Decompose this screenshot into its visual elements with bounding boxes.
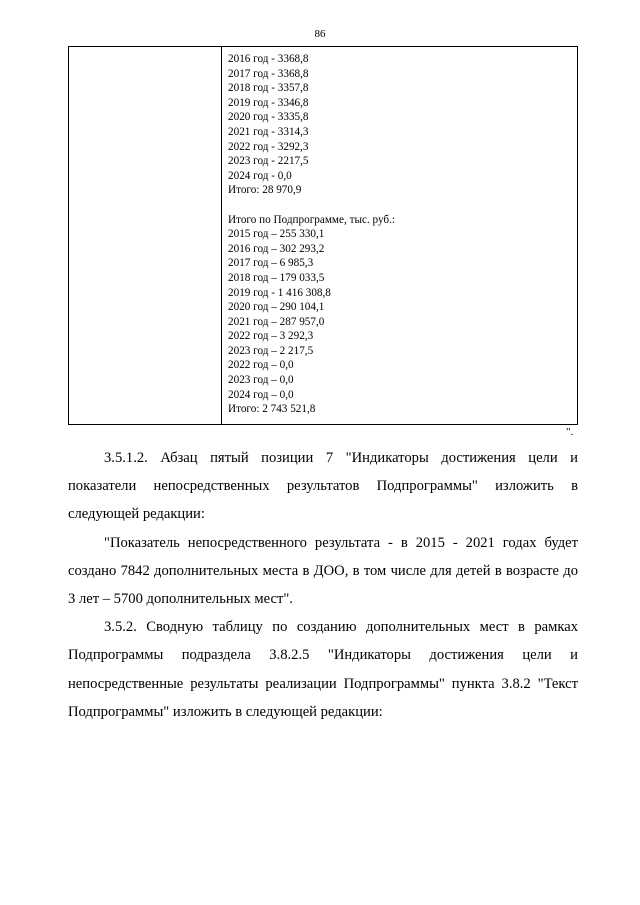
table-line: 2018 год - 3357,8 — [228, 82, 309, 95]
table-line: 2016 год - 3368,8 — [228, 53, 309, 65]
table-group-yearly-funding — [228, 52, 577, 198]
table-line: 2020 год – 290 104,1 — [228, 301, 325, 314]
table-group-subprogram-total — [228, 213, 577, 417]
table-line: 2023 год – 0,0 — [228, 374, 294, 387]
body-text — [68, 444, 578, 726]
table-line: 2022 год - 3292,3 — [228, 140, 309, 153]
budget-table — [68, 46, 578, 425]
paragraph-3-5-1-2: 3.5.1.2. Абзац пятый позиции 7 "Индикаторы достижения цели и показатели непосредственных результатов Подпрограммы" изложить в следующей редакции: — [68, 450, 578, 523]
table-line: 2022 год – 3 292,3 — [228, 330, 314, 343]
table-line: 2017 год – 6 985,3 — [228, 257, 314, 270]
table-line: 2015 год – 255 330,1 — [228, 228, 325, 241]
table-line: 2023 год – 2 217,5 — [228, 344, 314, 357]
table-line: 2016 год – 302 293,2 — [228, 242, 325, 255]
table-line: 2017 год - 3368,8 — [228, 67, 309, 80]
page-number: 86 — [314, 28, 326, 40]
table-right-cell — [222, 47, 577, 424]
table-line: 2019 год - 1 416 308,8 — [228, 286, 331, 299]
table-spacer — [228, 198, 577, 213]
table-line: 2023 год - 2217,5 — [228, 155, 309, 168]
table-line: 2022 год – 0,0 — [228, 359, 294, 372]
table-line: 2020 год - 3335,8 — [228, 111, 309, 124]
paragraph-3-5-2: 3.5.2. Сводную таблицу по созданию дополнительных мест в рамках Подпрограммы подраздела 3.8.2.5 "Индикаторы достижения цели и непосредственные результаты реализации Подпрограммы" пункта 3.8.2 "Текст Подпрограммы" изложить в следующей редакции: — [68, 619, 578, 720]
paragraph-quoted-indicator: "Показатель непосредственного результата - в 2015 - 2021 годах будет создано 7842 дополнительных места в ДОО, в том числе для детей в возрасте до 3 лет – 5700 дополнительных мест". — [68, 534, 578, 608]
table-line: 2024 год – 0,0 — [228, 388, 294, 401]
table-line: 2024 год - 0,0 — [228, 169, 292, 182]
closing-quote: ". — [566, 426, 574, 438]
table-line: 2018 год – 179 033,5 — [228, 271, 325, 284]
table-total-line: Итого: 28 970,9 — [228, 184, 302, 197]
table-line: 2021 год - 3314,3 — [228, 125, 309, 138]
table-line: 2019 год - 3346,8 — [228, 96, 309, 109]
table-group-heading: Итого по Подпрограмме, тыс. руб.: — [228, 213, 396, 226]
table-total-line: Итого: 2 743 521,8 — [228, 403, 316, 416]
table-line: 2021 год – 287 957,0 — [228, 315, 325, 328]
table-left-cell — [69, 47, 222, 424]
